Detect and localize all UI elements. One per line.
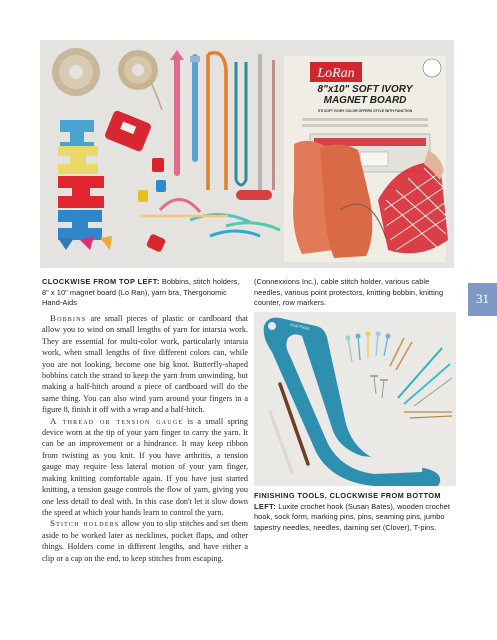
- top-photo-caption-right: [254, 277, 454, 309]
- svg-text:LoRan: LoRan: [317, 66, 355, 81]
- paragraph-stitch-holders: Stitch holders allow you to slip stitches and set them aside to be worked later as necklines, pocket flaps, and other things. Holders come in different lengths, and have either a clip or a cap on the end, to keep stitches from escaping.: [42, 518, 249, 563]
- page-number: 31: [476, 291, 489, 306]
- top-photo-caption-left: [42, 277, 246, 309]
- tape-roll-1: [52, 48, 100, 96]
- page-number-tab: [468, 283, 497, 316]
- caption-lead: CLOCKWISE FROM TOP LEFT:: [42, 277, 160, 286]
- finishing-tools-photo: [254, 312, 456, 486]
- knitting-notions-photo: [40, 40, 454, 268]
- caption-text-continued: (Connexxions Inc.), cable stitch holder, various cable needles, various point protectors, knitting bobbin, knitting counter, row markers.: [254, 277, 444, 308]
- body-text-column: [42, 313, 248, 564]
- term-stitch-holders: Stitch holders: [50, 518, 120, 529]
- finishing-tools-caption: [254, 491, 456, 533]
- svg-text:ITS SOFT IVORY COLOR OFFERS ST: ITS SOFT IVORY COLOR OFFERS STYLE WITH FUNCTION: [317, 109, 413, 113]
- caption-lead: FINISHING TOOLS, CLOCKWISE FROM BOTTOM LEFT:: [254, 491, 441, 511]
- paragraph-bobbins: Bobbins are small pieces of plastic or cardboard that allow you to wind on small lengths of yarn for intarsia work. They are essential for multi-color work, particularly intarsia work, when small lengths of five different colors can, while you are not looking, become one big knot. Butterfly-shaped bobbins catch the strand to keep the yarn from unwinding, but making a half-hitch around a piece of cardboard will do the same thing. You can also wind yarn around your fingers in a figure 8, finish it off with a wrap and a half-hitch.: [42, 313, 248, 415]
- stitch-holder-lavender: [190, 56, 200, 62]
- caption-text: Bobbins, stitch holders, 8" x 10" magnet board (Lo Ran), yarn bra, Thergonomic Hand-Aids: [42, 277, 240, 308]
- svg-text:Knit Picks: Knit Picks: [289, 322, 311, 332]
- stitch-holder-pink: [174, 58, 180, 176]
- svg-text:8"x10" SOFT IVORY: 8"x10" SOFT IVORY: [317, 84, 413, 95]
- paragraph-tension-gauge: A thread or tension gauge is a small spring device worn at the tip of your yarn finger to carry the yarn. It can be an improvement or a hindrance. It may keep ribbon from twisting as you knit. If you have arthritis, a tension gauge may require less lateral motion of your yarn finger, making knitting comfortable again. If you have just started knitting, a tension gauge controls the flow of yarn, giving you one less detail to deal with. In this case don't let it slow down the speed at which your hands learn to control the yarn.: [42, 415, 248, 517]
- stitch-holder-silver: [258, 54, 262, 194]
- svg-text:MAGNET BOARD: MAGNET BOARD: [323, 95, 407, 106]
- caption-text: Luxite crochet hook (Susan Bates), wooden crochet hook, sock form, marking pins, pins, seaming pins, jumbo tapestry needles, needles, darning set (Clover), T-pins.: [254, 501, 450, 532]
- stitch-holder-blue: [192, 54, 198, 162]
- term-bobbins: Bobbins: [50, 313, 87, 323]
- term-tension-gauge: A thread or tension gauge: [50, 415, 184, 426]
